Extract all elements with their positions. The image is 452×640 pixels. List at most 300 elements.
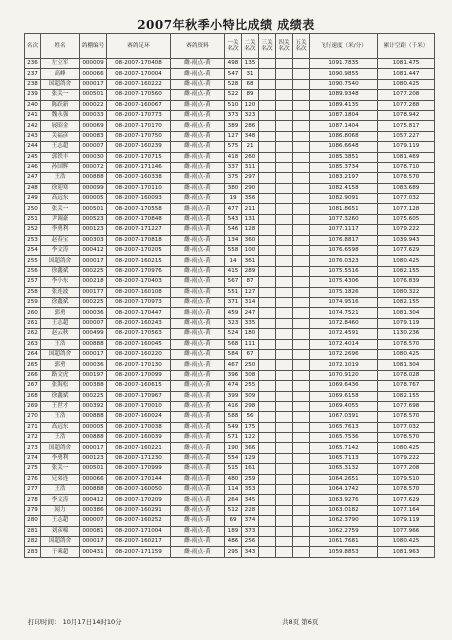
round4-cell: [276, 214, 293, 224]
round1-cell: 522: [225, 90, 242, 100]
rank-cell: 268: [25, 391, 41, 401]
speed-cell: 1069.6436: [310, 381, 378, 391]
round4-cell: [276, 401, 293, 411]
round5-cell: [293, 308, 310, 318]
round5-cell: [293, 246, 310, 256]
loft-cell: 000303: [80, 235, 107, 245]
round2-cell: 131: [242, 214, 259, 224]
round5-cell: [293, 370, 310, 380]
round3-cell: [259, 318, 276, 328]
loft-cell: 000888: [80, 485, 107, 495]
round4-cell: [276, 339, 293, 349]
round2-cell: 111: [242, 339, 259, 349]
rank-cell: 251: [25, 214, 41, 224]
info-cell: 雌-雨点-黄: [171, 121, 225, 131]
info-cell: 雌-雨点-黄: [171, 391, 225, 401]
name-cell: 张关一: [41, 90, 80, 100]
speed-cell: 1082.4158: [310, 183, 378, 193]
round4-cell: [276, 287, 293, 297]
rank-cell: 274: [25, 453, 41, 463]
round2-cell: 343: [242, 547, 259, 557]
speed-cell: 1069.4055: [310, 401, 378, 411]
round5-cell: [293, 443, 310, 453]
info-cell: 雌-雨点-黄: [171, 422, 225, 432]
round2-cell: 100: [242, 246, 259, 256]
info-cell: 雌-雨点-黄: [171, 287, 225, 297]
round4-cell: [276, 433, 293, 443]
round3-cell: [259, 412, 276, 422]
speed-cell: 1062.2759: [310, 526, 378, 536]
round2-cell: 211: [242, 204, 259, 214]
distance-cell: 1082.155: [378, 266, 435, 276]
table-row: [25, 194, 435, 204]
round1-cell: 543: [225, 214, 242, 224]
rank-cell: 262: [25, 329, 41, 339]
round4-cell: [276, 100, 293, 110]
round3-cell: [259, 464, 276, 474]
round4-cell: [276, 516, 293, 526]
round3-cell: [259, 90, 276, 100]
round5-cell: [293, 256, 310, 266]
round2-cell: 345: [242, 495, 259, 505]
table-header-row: [25, 34, 435, 59]
distance-cell: 1078.570: [378, 173, 435, 183]
round4-cell: [276, 536, 293, 546]
speed-cell: 1087.1404: [310, 121, 378, 131]
name-cell: 郭勇: [41, 360, 80, 370]
round4-cell: [276, 152, 293, 162]
table-row: [25, 329, 435, 339]
speed-cell: 1090.7540: [310, 79, 378, 89]
round1-cell: 551: [225, 287, 242, 297]
name-cell: 张关一: [41, 204, 80, 214]
round5-cell: [293, 318, 310, 328]
info-cell: 雌-雨点-黄: [171, 131, 225, 141]
ring-cell: 08-2007-160108: [107, 287, 171, 297]
rank-cell: 264: [25, 349, 41, 359]
speed-cell: 1087.1804: [310, 110, 378, 120]
round3-cell: [259, 349, 276, 359]
header-info: 赛鸽资料: [171, 34, 225, 59]
name-cell: 李勇利: [41, 225, 80, 235]
round4-cell: [276, 391, 293, 401]
rank-cell: 271: [25, 422, 41, 432]
round1-cell: 477: [225, 204, 242, 214]
round5-cell: [293, 79, 310, 89]
speed-cell: 1067.0391: [310, 412, 378, 422]
ring-cell: 08-2007-170209: [107, 495, 171, 505]
name-cell: 国超鸽舍: [41, 443, 80, 453]
header-loft: 鸽棚编号: [80, 34, 107, 59]
table-row: [25, 235, 435, 245]
round5-cell: [293, 194, 310, 204]
round1-cell: 524: [225, 329, 242, 339]
round3-cell: [259, 453, 276, 463]
speed-cell: 1074.9516: [310, 297, 378, 307]
rank-cell: 239: [25, 90, 41, 100]
round3-cell: [259, 308, 276, 318]
name-cell: 张连波: [41, 287, 80, 297]
round2-cell: 67: [242, 349, 259, 359]
round1-cell: 588: [225, 412, 242, 422]
loft-cell: 000007: [80, 142, 107, 152]
table-row: [25, 152, 435, 162]
round4-cell: [276, 453, 293, 463]
loft-cell: 000523: [80, 214, 107, 224]
round3-cell: [259, 121, 276, 131]
ring-cell: 08-2007-170130: [107, 360, 171, 370]
loft-cell: 000036: [80, 308, 107, 318]
ring-cell: 08-2007-160239: [107, 142, 171, 152]
info-cell: 雌-雨点-黄: [171, 297, 225, 307]
info-cell: 雌-雨点-黄: [171, 474, 225, 484]
name-cell: 李文涛: [41, 246, 80, 256]
rank-cell: 237: [25, 69, 41, 79]
round3-cell: [259, 59, 276, 69]
round2-cell: 228: [242, 505, 259, 515]
ring-cell: 08-2007-160093: [107, 194, 171, 204]
speed-cell: 1063.0182: [310, 505, 378, 515]
speed-cell: 1072.2696: [310, 349, 378, 359]
speed-cell: 1076.8817: [310, 235, 378, 245]
info-cell: 雌-雨点-黄: [171, 69, 225, 79]
round3-cell: [259, 194, 276, 204]
round5-cell: [293, 152, 310, 162]
name-cell: 闻力: [41, 505, 80, 515]
round1-cell: 14: [225, 256, 242, 266]
round4-cell: [276, 142, 293, 152]
round4-cell: [276, 526, 293, 536]
name-cell: 徐鑫斌: [41, 391, 80, 401]
round2-cell: 314: [242, 297, 259, 307]
round2-cell: 290: [242, 183, 259, 193]
table-row: [25, 79, 435, 89]
loft-cell: 000007: [80, 516, 107, 526]
round4-cell: [276, 381, 293, 391]
ring-cell: 08-2007-160045: [107, 339, 171, 349]
round5-cell: [293, 464, 310, 474]
rank-cell: 260: [25, 308, 41, 318]
distance-cell: 1081.304: [378, 360, 435, 370]
info-cell: 雌-雨点-黄: [171, 59, 225, 69]
round1-cell: 380: [225, 183, 242, 193]
loft-cell: 000007: [80, 318, 107, 328]
speed-cell: 1075.4306: [310, 277, 378, 287]
round5-cell: [293, 287, 310, 297]
name-cell: 尹调豪: [41, 214, 80, 224]
table-row: [25, 505, 435, 515]
round3-cell: [259, 79, 276, 89]
round1-cell: 399: [225, 391, 242, 401]
round5-cell: [293, 401, 310, 411]
round5-cell: [293, 381, 310, 391]
round4-cell: [276, 90, 293, 100]
table-row: [25, 287, 435, 297]
info-cell: 雌-雨点-黄: [171, 485, 225, 495]
loft-cell: 000386: [80, 505, 107, 515]
ring-cell: 08-2007-170408: [107, 59, 171, 69]
round5-cell: [293, 536, 310, 546]
distance-cell: 1077.032: [378, 422, 435, 432]
info-cell: 雌-雨点-黄: [171, 235, 225, 245]
round5-cell: [293, 453, 310, 463]
ring-cell: 08-2007-160252: [107, 516, 171, 526]
table-row: [25, 547, 435, 557]
round3-cell: [259, 131, 276, 141]
rank-cell: 267: [25, 381, 41, 391]
ring-cell: 08-2007-170010: [107, 401, 171, 411]
round1-cell: 515: [225, 464, 242, 474]
rank-cell: 244: [25, 142, 41, 152]
round4-cell: [276, 110, 293, 120]
distance-cell: 1077.208: [378, 464, 435, 474]
round5-cell: [293, 339, 310, 349]
ring-cell: 08-2007-171146: [107, 162, 171, 172]
distance-cell: 1081.304: [378, 308, 435, 318]
speed-cell: 1077.3260: [310, 214, 378, 224]
loft-cell: 000123: [80, 225, 107, 235]
round2-cell: 128: [242, 225, 259, 235]
round5-cell: [293, 329, 310, 339]
ring-cell: 08-2007-160220: [107, 349, 171, 359]
info-cell: 雌-雨点-黄: [171, 266, 225, 276]
round3-cell: [259, 246, 276, 256]
loft-cell: 000197: [80, 370, 107, 380]
round1-cell: 571: [225, 433, 242, 443]
round2-cell: 335: [242, 318, 259, 328]
ring-cell: 08-2007-160338: [107, 173, 171, 183]
rank-cell: 247: [25, 173, 41, 183]
round2-cell: 260: [242, 152, 259, 162]
round4-cell: [276, 297, 293, 307]
distance-cell: 1075.605: [378, 214, 435, 224]
name-cell: 高峰: [41, 69, 80, 79]
distance-cell: 1076.839: [378, 277, 435, 287]
loft-cell: 000888: [80, 433, 107, 443]
info-cell: 雌-雨点-黄: [171, 225, 225, 235]
rank-cell: 240: [25, 100, 41, 110]
ring-cell: 08-2007-171230: [107, 453, 171, 463]
distance-cell: 1078.942: [378, 110, 435, 120]
table-row: [25, 339, 435, 349]
name-cell: 王志超: [41, 142, 80, 152]
ring-cell: 08-2007-170967: [107, 391, 171, 401]
round4-cell: [276, 443, 293, 453]
rank-cell: 275: [25, 464, 41, 474]
round4-cell: [276, 547, 293, 557]
round1-cell: 69: [225, 516, 242, 526]
rank-cell: 263: [25, 339, 41, 349]
round3-cell: [259, 505, 276, 515]
round3-cell: [259, 235, 276, 245]
rank-cell: 249: [25, 194, 41, 204]
round4-cell: [276, 360, 293, 370]
print-time: 打印时间： 10月17日14时10分: [28, 618, 122, 626]
loft-cell: 000412: [80, 495, 107, 505]
round4-cell: [276, 505, 293, 515]
rank-cell: 259: [25, 297, 41, 307]
distance-cell: 1079.119: [378, 516, 435, 526]
ring-cell: 08-2007-160221: [107, 443, 171, 453]
round3-cell: [259, 474, 276, 484]
table-row: [25, 90, 435, 100]
distance-cell: 1078.570: [378, 412, 435, 422]
ring-cell: 08-2007-160024: [107, 412, 171, 422]
distance-cell: 1078.767: [378, 381, 435, 391]
round5-cell: [293, 391, 310, 401]
loft-cell: 000431: [80, 547, 107, 557]
round5-cell: [293, 433, 310, 443]
round1-cell: 295: [225, 547, 242, 557]
ring-cell: 08-2007-170818: [107, 235, 171, 245]
distance-cell: 1082.155: [378, 297, 435, 307]
table-row: [25, 526, 435, 536]
ring-cell: 08-2007-170038: [107, 422, 171, 432]
round1-cell: 134: [225, 235, 242, 245]
loft-cell: 000225: [80, 391, 107, 401]
speed-cell: 1072.1019: [310, 360, 378, 370]
speed-cell: 1065.7113: [310, 453, 378, 463]
loft-cell: 000005: [80, 422, 107, 432]
ring-cell: 08-2007-170560: [107, 90, 171, 100]
round5-cell: [293, 225, 310, 235]
round1-cell: 486: [225, 536, 242, 546]
info-cell: 雌-雨点-黄: [171, 277, 225, 287]
round4-cell: [276, 412, 293, 422]
round5-cell: [293, 547, 310, 557]
name-cell: 李文涛: [41, 495, 80, 505]
round4-cell: [276, 422, 293, 432]
ring-cell: 08-2007-170558: [107, 204, 171, 214]
info-cell: 雌-雨点-黄: [171, 516, 225, 526]
table-row: [25, 100, 435, 110]
round2-cell: 87: [242, 277, 259, 287]
round5-cell: [293, 474, 310, 484]
round1-cell: 415: [225, 266, 242, 276]
round5-cell: [293, 360, 310, 370]
speed-cell: 1065.7536: [310, 433, 378, 443]
rank-cell: 243: [25, 131, 41, 141]
table-row: [25, 162, 435, 172]
loft-cell: 000888: [80, 412, 107, 422]
speed-cell: 1076.6598: [310, 246, 378, 256]
ring-cell: 08-2007-170205: [107, 246, 171, 256]
ring-cell: 08-2007-170999: [107, 464, 171, 474]
name-cell: 王浩: [41, 339, 80, 349]
round2-cell: 353: [242, 485, 259, 495]
speed-cell: 1069.6158: [310, 391, 378, 401]
rank-cell: 255: [25, 256, 41, 266]
name-cell: 国超鸽舍: [41, 79, 80, 89]
rank-cell: 280: [25, 516, 41, 526]
round3-cell: [259, 214, 276, 224]
round2-cell: 308: [242, 370, 259, 380]
round3-cell: [259, 110, 276, 120]
loft-cell: 000123: [80, 453, 107, 463]
results-table: [24, 33, 435, 558]
name-cell: 路文虎: [41, 370, 80, 380]
round2-cell: 373: [242, 526, 259, 536]
table-row: [25, 297, 435, 307]
round2-cell: 127: [242, 287, 259, 297]
ring-cell: 08-2007-170170: [107, 121, 171, 131]
table-row: [25, 349, 435, 359]
name-cell: 关福彦: [41, 131, 80, 141]
ring-cell: 08-2007-170563: [107, 329, 171, 339]
rank-cell: 258: [25, 287, 41, 297]
loft-cell: 000069: [80, 121, 107, 131]
round5-cell: [293, 142, 310, 152]
table-row: [25, 433, 435, 443]
round3-cell: [259, 69, 276, 79]
round1-cell: 568: [225, 339, 242, 349]
loft-cell: 000388: [80, 381, 107, 391]
info-cell: 雌-雨点-黄: [171, 256, 225, 266]
round4-cell: [276, 370, 293, 380]
loft-cell: 000225: [80, 266, 107, 276]
round3-cell: [259, 422, 276, 432]
name-cell: 高远东: [41, 422, 80, 432]
distance-cell: 1077.032: [378, 194, 435, 204]
info-cell: 雌-雨点-黄: [171, 401, 225, 411]
distance-cell: 1077.288: [378, 100, 435, 110]
round2-cell: 323: [242, 110, 259, 120]
round2-cell: 180: [242, 329, 259, 339]
round4-cell: [276, 69, 293, 79]
rank-cell: 281: [25, 526, 41, 536]
distance-cell: 1080.425: [378, 79, 435, 89]
round2-cell: 360: [242, 235, 259, 245]
rank-cell: 282: [25, 536, 41, 546]
name-cell: 张海松: [41, 381, 80, 391]
distance-cell: 1078.570: [378, 433, 435, 443]
round4-cell: [276, 183, 293, 193]
round2-cell: 259: [242, 474, 259, 484]
round2-cell: 247: [242, 308, 259, 318]
rank-cell: 238: [25, 79, 41, 89]
ring-cell: 08-2007-160067: [107, 100, 171, 110]
loft-cell: 000017: [80, 536, 107, 546]
info-cell: 雌-雨点-黄: [171, 370, 225, 380]
table-row: [25, 360, 435, 370]
round4-cell: [276, 474, 293, 484]
round5-cell: [293, 162, 310, 172]
loft-cell: 000888: [80, 339, 107, 349]
round1-cell: 371: [225, 297, 242, 307]
speed-cell: 1086.6648: [310, 142, 378, 152]
round1-cell: 337: [225, 162, 242, 172]
table-row: [25, 277, 435, 287]
loft-cell: 000499: [80, 329, 107, 339]
round2-cell: 289: [242, 266, 259, 276]
speed-cell: 1083.2197: [310, 173, 378, 183]
speed-cell: 1091.7835: [310, 59, 378, 69]
ring-cell: 08-2007-170715: [107, 152, 171, 162]
table-row: [25, 256, 435, 266]
round3-cell: [259, 360, 276, 370]
rank-cell: 283: [25, 547, 41, 557]
round4-cell: [276, 162, 293, 172]
name-cell: 赵云秋: [41, 329, 80, 339]
round4-cell: [276, 464, 293, 474]
table-row: [25, 59, 435, 69]
info-cell: 雌-雨点-黄: [171, 464, 225, 474]
loft-cell: 000501: [80, 90, 107, 100]
header-distance: 累计空距（千米）: [378, 34, 435, 59]
distance-cell: 1081.963: [378, 547, 435, 557]
table-row: [25, 443, 435, 453]
ring-cell: 08-2007-171227: [107, 225, 171, 235]
